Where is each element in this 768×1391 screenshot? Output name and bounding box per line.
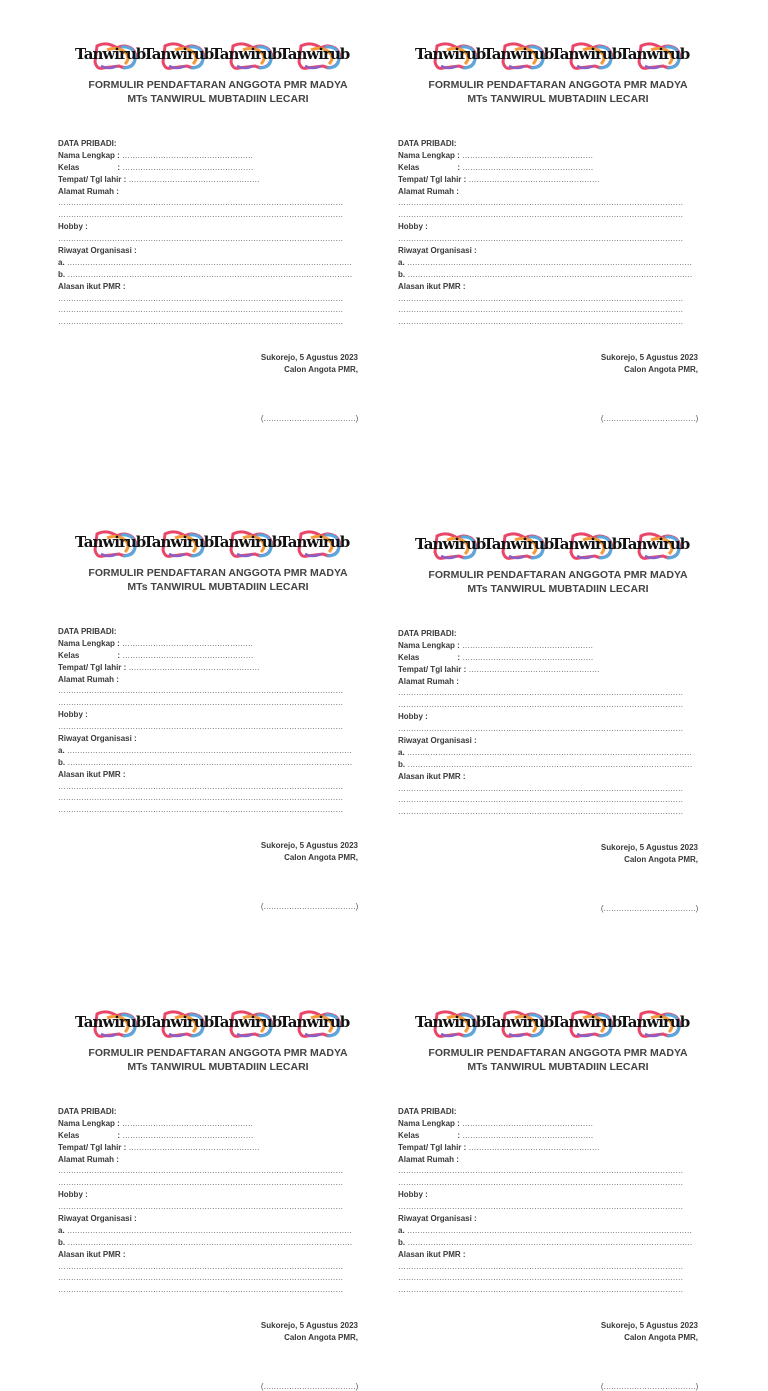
org-a-blank[interactable]: ………………………………………………………………………………………………… xyxy=(66,1225,352,1235)
logo-wordmark: Tanwirub xyxy=(75,1013,146,1031)
birth-blank[interactable]: …………………………………………… xyxy=(468,174,600,184)
reason-label: Alasan ikut PMR : xyxy=(398,1249,466,1259)
form-title-line2: MTs TANWIRUL MUBTADIIN LECARI xyxy=(127,93,309,105)
school-logo xyxy=(617,42,690,72)
org-b-field[interactable] xyxy=(58,757,358,769)
birth-blank[interactable]: …………………………………………… xyxy=(128,662,260,672)
class-blank[interactable]: …………………………………………… xyxy=(122,1130,254,1140)
address-blank-2[interactable]: ………………………………………………………………………………………………… xyxy=(398,1178,683,1188)
name-blank[interactable]: …………………………………………… xyxy=(122,150,253,160)
org-b-label: b. xyxy=(58,757,66,767)
org-a-blank[interactable]: ………………………………………………………………………………………………… xyxy=(406,747,692,757)
org-a-label: a. xyxy=(398,1225,405,1235)
org-b-label: b. xyxy=(398,1237,406,1247)
logo-wordmark: Tanwirub xyxy=(143,533,214,551)
signer-title: Calon Angota PMR, xyxy=(284,853,358,863)
signature-line[interactable]: (………………………………) xyxy=(600,904,698,914)
org-a-label: a. xyxy=(398,747,405,757)
logo-wordmark: Tanwirub xyxy=(619,45,690,63)
registration-form-top-right xyxy=(398,42,698,482)
form-title-line2: MTs TANWIRUL MUBTADIIN LECARI xyxy=(127,1061,309,1073)
reason-blank-3[interactable]: ………………………………………………………………………………………………… xyxy=(398,1285,683,1295)
school-logo xyxy=(73,42,146,72)
logo-wordmark: Tanwirub xyxy=(483,1013,554,1031)
school-logo xyxy=(209,1010,282,1040)
org-b-label: b. xyxy=(58,269,66,279)
class-field[interactable] xyxy=(58,650,358,662)
reason-blank-2[interactable]: ………………………………………………………………………………………………… xyxy=(398,795,683,805)
name-field[interactable] xyxy=(398,150,698,162)
org-b-blank[interactable]: ………………………………………………………………………………………………… xyxy=(67,1237,353,1247)
reason-blank-1[interactable]: ………………………………………………………………………………………………… xyxy=(58,781,343,791)
school-logo xyxy=(73,1010,146,1040)
org-b-blank[interactable]: ………………………………………………………………………………………………… xyxy=(407,1237,693,1247)
name-blank[interactable]: …………………………………………… xyxy=(462,150,593,160)
birth-field[interactable] xyxy=(398,1142,698,1154)
class-blank[interactable]: …………………………………………… xyxy=(122,162,254,172)
address-blank-1[interactable]: ………………………………………………………………………………………………… xyxy=(398,1166,683,1176)
signature-line[interactable]: (………………………………) xyxy=(600,414,698,424)
personal-data-fields xyxy=(58,138,358,328)
class-field[interactable] xyxy=(58,1130,358,1142)
class-colon: : xyxy=(117,1130,121,1140)
signer-title: Calon Angota PMR, xyxy=(624,365,698,375)
org-b-label: b. xyxy=(58,1237,66,1247)
logo-strip xyxy=(398,1010,698,1040)
hobby-blank[interactable]: ………………………………………………………………………………………………… xyxy=(58,722,343,732)
class-label: Kelas xyxy=(58,650,80,660)
section-label: DATA PRIBADI: xyxy=(58,139,117,148)
org-b-field[interactable] xyxy=(398,1237,698,1249)
address-label: Alamat Rumah : xyxy=(398,186,459,196)
name-label: Nama Lengkap : xyxy=(58,638,120,648)
org-label: Riwayat Organisasi : xyxy=(398,246,477,256)
school-logo xyxy=(141,530,214,560)
reason-blank-3[interactable]: ………………………………………………………………………………………………… xyxy=(58,805,343,815)
form-title xyxy=(58,566,358,594)
logo-wordmark: Tanwirub xyxy=(75,533,146,551)
reason-blank-1[interactable]: ………………………………………………………………………………………………… xyxy=(398,1261,683,1271)
class-blank[interactable]: …………………………………………… xyxy=(462,162,594,172)
reason-blank-1[interactable]: ………………………………………………………………………………………………… xyxy=(398,293,683,303)
address-label: Alamat Rumah : xyxy=(398,676,459,686)
school-logo xyxy=(209,42,282,72)
class-blank[interactable]: …………………………………………… xyxy=(462,1130,594,1140)
class-colon: : xyxy=(117,162,121,172)
personal-data-fields xyxy=(398,1106,698,1296)
name-label: Nama Lengkap : xyxy=(398,640,460,650)
org-label: Riwayat Organisasi : xyxy=(58,246,137,256)
signer-title: Calon Angota PMR, xyxy=(624,1333,698,1343)
org-a-label: a. xyxy=(398,257,405,267)
logo-wordmark: Tanwirub xyxy=(551,45,622,63)
signature-block xyxy=(58,1320,358,1344)
logo-wordmark: Tanwirub xyxy=(483,45,554,63)
hobby-label: Hobby : xyxy=(58,222,88,232)
logo-wordmark: Tanwirub xyxy=(211,45,282,63)
org-a-field[interactable] xyxy=(58,1225,358,1237)
school-logo xyxy=(549,42,622,72)
section-label: DATA PRIBADI: xyxy=(398,1107,457,1116)
form-title-line1: FORMULIR PENDAFTARAN ANGGOTA PMR MADYA xyxy=(88,79,348,91)
birth-field[interactable] xyxy=(398,664,698,676)
birth-label: Tempat/ Tgl lahir : xyxy=(398,1142,467,1152)
reason-blank-2[interactable]: ………………………………………………………………………………………………… xyxy=(58,1273,343,1283)
reason-label: Alasan ikut PMR : xyxy=(398,771,466,781)
school-logo xyxy=(413,1010,486,1040)
school-logo xyxy=(209,530,282,560)
org-label: Riwayat Organisasi : xyxy=(398,1214,477,1224)
org-b-field[interactable] xyxy=(58,1237,358,1249)
org-a-label: a. xyxy=(58,257,65,267)
birth-label: Tempat/ Tgl lahir : xyxy=(398,174,467,184)
address-label: Alamat Rumah : xyxy=(398,1154,459,1164)
school-logo xyxy=(617,1010,690,1040)
hobby-blank[interactable]: ………………………………………………………………………………………………… xyxy=(398,1202,683,1212)
hobby-blank[interactable]: ………………………………………………………………………………………………… xyxy=(398,724,683,734)
reason-blank-3[interactable]: ………………………………………………………………………………………………… xyxy=(58,1285,343,1295)
school-logo xyxy=(277,530,350,560)
birth-label: Tempat/ Tgl lahir : xyxy=(398,664,467,674)
name-field[interactable] xyxy=(398,640,698,652)
school-logo xyxy=(549,532,622,562)
address-blank-1[interactable]: ………………………………………………………………………………………………… xyxy=(58,686,343,696)
class-label: Kelas xyxy=(58,162,80,172)
form-title-line2: MTs TANWIRUL MUBTADIIN LECARI xyxy=(467,1061,649,1073)
hobby-label: Hobby : xyxy=(398,1190,428,1200)
birth-field[interactable] xyxy=(58,174,358,186)
class-label: Kelas xyxy=(398,162,420,172)
org-b-field[interactable] xyxy=(398,269,698,281)
logo-wordmark: Tanwirub xyxy=(415,45,486,63)
class-label: Kelas xyxy=(398,1130,420,1140)
form-title-line1: FORMULIR PENDAFTARAN ANGGOTA PMR MADYA xyxy=(428,79,688,91)
birth-blank[interactable]: …………………………………………… xyxy=(128,174,260,184)
form-title-line1: FORMULIR PENDAFTARAN ANGGOTA PMR MADYA xyxy=(88,567,348,579)
name-field[interactable] xyxy=(58,638,358,650)
address-label: Alamat Rumah : xyxy=(58,186,119,196)
logo-wordmark: Tanwirub xyxy=(143,1013,214,1031)
registration-form-bottom-right xyxy=(398,532,698,972)
class-colon: : xyxy=(457,162,461,172)
section-label: DATA PRIBADI: xyxy=(398,139,457,148)
logo-strip xyxy=(398,532,698,562)
form-title-line2: MTs TANWIRUL MUBTADIIN LECARI xyxy=(127,581,309,593)
form-title-line1: FORMULIR PENDAFTARAN ANGGOTA PMR MADYA xyxy=(428,1047,688,1059)
org-b-field[interactable] xyxy=(398,759,698,771)
hobby-label: Hobby : xyxy=(58,710,88,720)
reason-blank-2[interactable]: ………………………………………………………………………………………………… xyxy=(58,793,343,803)
class-blank[interactable]: …………………………………………… xyxy=(462,652,594,662)
org-a-label: a. xyxy=(58,745,65,755)
school-logo xyxy=(481,1010,554,1040)
place-date: Sukorejo, 5 Agustus 2023 xyxy=(600,1321,698,1331)
school-logo xyxy=(277,42,350,72)
org-label: Riwayat Organisasi : xyxy=(398,736,477,746)
hobby-blank[interactable]: ………………………………………………………………………………………………… xyxy=(58,1202,343,1212)
birth-label: Tempat/ Tgl lahir : xyxy=(58,662,127,672)
signature-block xyxy=(58,840,358,864)
org-a-label: a. xyxy=(58,1225,65,1235)
class-blank[interactable]: …………………………………………… xyxy=(122,650,254,660)
org-b-field[interactable] xyxy=(58,269,358,281)
org-b-blank[interactable]: ………………………………………………………………………………………………… xyxy=(67,269,353,279)
place-date: Sukorejo, 5 Agustus 2023 xyxy=(260,1321,358,1331)
reason-blank-2[interactable]: ………………………………………………………………………………………………… xyxy=(398,1273,683,1283)
registration-form-partial-right xyxy=(398,1010,698,1391)
logo-strip xyxy=(58,1010,358,1040)
school-logo xyxy=(481,42,554,72)
birth-label: Tempat/ Tgl lahir : xyxy=(58,174,127,184)
hobby-blank[interactable]: ………………………………………………………………………………………………… xyxy=(398,234,683,244)
name-field[interactable] xyxy=(58,150,358,162)
logo-wordmark: Tanwirub xyxy=(279,1013,350,1031)
birth-blank[interactable]: …………………………………………… xyxy=(468,1142,600,1152)
reason-blank-1[interactable]: ………………………………………………………………………………………………… xyxy=(398,783,683,793)
logo-wordmark: Tanwirub xyxy=(75,45,146,63)
logo-wordmark: Tanwirub xyxy=(415,535,486,553)
reason-blank-2[interactable]: ………………………………………………………………………………………………… xyxy=(58,305,343,315)
logo-strip xyxy=(58,530,358,560)
signature-line[interactable]: (………………………………) xyxy=(260,414,358,424)
logo-wordmark: Tanwirub xyxy=(619,535,690,553)
class-field[interactable] xyxy=(398,1130,698,1142)
signature-block xyxy=(398,352,698,376)
registration-form-partial-left xyxy=(58,1010,358,1391)
name-label: Nama Lengkap : xyxy=(398,1118,460,1128)
logo-wordmark: Tanwirub xyxy=(415,1013,486,1031)
place-date: Sukorejo, 5 Agustus 2023 xyxy=(260,353,358,363)
org-b-label: b. xyxy=(398,759,406,769)
reason-label: Alasan ikut PMR : xyxy=(398,281,466,291)
address-blank-1[interactable]: ………………………………………………………………………………………………… xyxy=(58,198,343,208)
org-b-blank[interactable]: ………………………………………………………………………………………………… xyxy=(67,757,353,767)
signature-line[interactable]: (………………………………) xyxy=(260,902,358,912)
form-title xyxy=(398,1046,698,1074)
signature-block xyxy=(398,1320,698,1344)
section-label: DATA PRIBADI: xyxy=(398,629,457,638)
school-logo xyxy=(413,532,486,562)
org-label: Riwayat Organisasi : xyxy=(58,1214,137,1224)
logo-wordmark: Tanwirub xyxy=(279,533,350,551)
form-title-line2: MTs TANWIRUL MUBTADIIN LECARI xyxy=(467,93,649,105)
name-field[interactable] xyxy=(58,1118,358,1130)
logo-wordmark: Tanwirub xyxy=(211,1013,282,1031)
org-a-field[interactable] xyxy=(398,747,698,759)
name-blank[interactable]: …………………………………………… xyxy=(122,638,253,648)
section-label: DATA PRIBADI: xyxy=(58,1107,117,1116)
org-a-blank[interactable]: ………………………………………………………………………………………………… xyxy=(406,1225,692,1235)
form-title-line2: MTs TANWIRUL MUBTADIIN LECARI xyxy=(467,583,649,595)
logo-strip xyxy=(398,42,698,72)
org-a-field[interactable] xyxy=(398,257,698,269)
reason-blank-3[interactable]: ………………………………………………………………………………………………… xyxy=(58,317,343,327)
name-label: Nama Lengkap : xyxy=(58,150,120,160)
logo-wordmark: Tanwirub xyxy=(279,45,350,63)
reason-blank-2[interactable]: ………………………………………………………………………………………………… xyxy=(398,305,683,315)
hobby-label: Hobby : xyxy=(398,222,428,232)
org-a-field[interactable] xyxy=(58,257,358,269)
registration-form-top-left xyxy=(58,42,358,482)
birth-field[interactable] xyxy=(58,662,358,674)
hobby-label: Hobby : xyxy=(398,712,428,722)
name-blank[interactable]: …………………………………………… xyxy=(462,640,593,650)
logo-wordmark: Tanwirub xyxy=(483,535,554,553)
address-blank-1[interactable]: ………………………………………………………………………………………………… xyxy=(398,198,683,208)
school-logo xyxy=(413,42,486,72)
logo-wordmark: Tanwirub xyxy=(143,45,214,63)
hobby-label: Hobby : xyxy=(58,1190,88,1200)
personal-data-fields xyxy=(58,626,358,816)
class-label: Kelas xyxy=(398,652,420,662)
birth-blank[interactable]: …………………………………………… xyxy=(468,664,600,674)
address-blank-1[interactable]: ………………………………………………………………………………………………… xyxy=(58,1166,343,1176)
birth-field[interactable] xyxy=(398,174,698,186)
place-date: Sukorejo, 5 Agustus 2023 xyxy=(600,353,698,363)
name-field[interactable] xyxy=(398,1118,698,1130)
class-colon: : xyxy=(457,652,461,662)
birth-field[interactable] xyxy=(58,1142,358,1154)
hobby-blank[interactable]: ………………………………………………………………………………………………… xyxy=(58,234,343,244)
form-title xyxy=(398,78,698,106)
org-b-blank[interactable]: ………………………………………………………………………………………………… xyxy=(407,759,693,769)
name-blank[interactable]: …………………………………………… xyxy=(462,1118,593,1128)
signature-block xyxy=(398,842,698,866)
form-title-line1: FORMULIR PENDAFTARAN ANGGOTA PMR MADYA xyxy=(428,569,688,581)
birth-label: Tempat/ Tgl lahir : xyxy=(58,1142,127,1152)
name-blank[interactable]: …………………………………………… xyxy=(122,1118,253,1128)
place-date: Sukorejo, 5 Agustus 2023 xyxy=(600,843,698,853)
reason-blank-3[interactable]: ………………………………………………………………………………………………… xyxy=(398,317,683,327)
school-logo xyxy=(549,1010,622,1040)
place-date: Sukorejo, 5 Agustus 2023 xyxy=(260,841,358,851)
address-blank-2[interactable]: ………………………………………………………………………………………………… xyxy=(398,700,683,710)
signature-line[interactable]: (………………………………) xyxy=(260,1382,358,1391)
signature-line[interactable]: (………………………………) xyxy=(600,1382,698,1391)
address-blank-2[interactable]: ………………………………………………………………………………………………… xyxy=(58,210,343,220)
logo-wordmark: Tanwirub xyxy=(211,533,282,551)
address-blank-1[interactable]: ………………………………………………………………………………………………… xyxy=(398,688,683,698)
signer-title: Calon Angota PMR, xyxy=(284,365,358,375)
org-a-blank[interactable]: ………………………………………………………………………………………………… xyxy=(66,257,352,267)
personal-data-fields xyxy=(58,1106,358,1296)
org-b-blank[interactable]: ………………………………………………………………………………………………… xyxy=(407,269,693,279)
class-field[interactable] xyxy=(398,652,698,664)
form-title-line1: FORMULIR PENDAFTARAN ANGGOTA PMR MADYA xyxy=(88,1047,348,1059)
class-colon: : xyxy=(457,1130,461,1140)
reason-label: Alasan ikut PMR : xyxy=(58,281,126,291)
school-logo xyxy=(141,1010,214,1040)
name-label: Nama Lengkap : xyxy=(58,1118,120,1128)
reason-blank-3[interactable]: ………………………………………………………………………………………………… xyxy=(398,807,683,817)
school-logo xyxy=(141,42,214,72)
logo-wordmark: Tanwirub xyxy=(551,535,622,553)
address-label: Alamat Rumah : xyxy=(58,674,119,684)
class-field[interactable] xyxy=(58,162,358,174)
reason-label: Alasan ikut PMR : xyxy=(58,769,126,779)
address-blank-2[interactable]: ………………………………………………………………………………………………… xyxy=(398,210,683,220)
reason-label: Alasan ikut PMR : xyxy=(58,1249,126,1259)
address-blank-2[interactable]: ………………………………………………………………………………………………… xyxy=(58,698,343,708)
school-logo xyxy=(481,532,554,562)
name-label: Nama Lengkap : xyxy=(398,150,460,160)
class-field[interactable] xyxy=(398,162,698,174)
personal-data-fields xyxy=(398,138,698,328)
section-label: DATA PRIBADI: xyxy=(58,627,117,636)
address-blank-2[interactable]: ………………………………………………………………………………………………… xyxy=(58,1178,343,1188)
org-label: Riwayat Organisasi : xyxy=(58,734,137,744)
org-a-field[interactable] xyxy=(58,745,358,757)
form-title xyxy=(58,78,358,106)
personal-data-fields xyxy=(398,628,698,818)
org-a-field[interactable] xyxy=(398,1225,698,1237)
logo-strip xyxy=(58,42,358,72)
school-logo xyxy=(73,530,146,560)
address-label: Alamat Rumah : xyxy=(58,1154,119,1164)
class-label: Kelas xyxy=(58,1130,80,1140)
signer-title: Calon Angota PMR, xyxy=(624,855,698,865)
reason-blank-1[interactable]: ………………………………………………………………………………………………… xyxy=(58,293,343,303)
class-colon: : xyxy=(117,650,121,660)
reason-blank-1[interactable]: ………………………………………………………………………………………………… xyxy=(58,1261,343,1271)
signer-title: Calon Angota PMR, xyxy=(284,1333,358,1343)
org-b-label: b. xyxy=(398,269,406,279)
school-logo xyxy=(277,1010,350,1040)
form-title xyxy=(58,1046,358,1074)
org-a-blank[interactable]: ………………………………………………………………………………………………… xyxy=(406,257,692,267)
logo-wordmark: Tanwirub xyxy=(619,1013,690,1031)
signature-block xyxy=(58,352,358,376)
form-title xyxy=(398,568,698,596)
logo-wordmark: Tanwirub xyxy=(551,1013,622,1031)
birth-blank[interactable]: …………………………………………… xyxy=(128,1142,260,1152)
school-logo xyxy=(617,532,690,562)
registration-form-bottom-left xyxy=(58,530,358,970)
org-a-blank[interactable]: ………………………………………………………………………………………………… xyxy=(66,745,352,755)
